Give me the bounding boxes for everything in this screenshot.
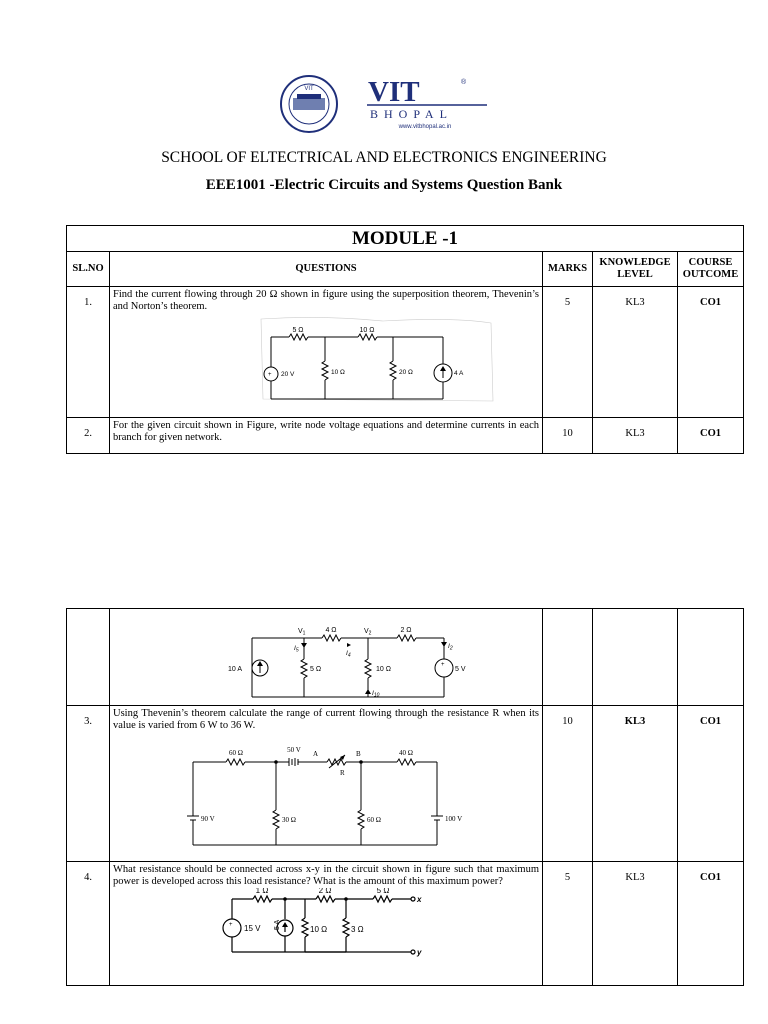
q4-r5-label: 5 Ω (376, 888, 390, 895)
q2-figure-cell (110, 609, 543, 706)
q4-x-label: x (417, 895, 422, 904)
q4-r10-label: 10 Ω (310, 925, 328, 934)
col-slno: SL.NO (67, 252, 110, 287)
q3-node-b-label: B (356, 750, 361, 758)
q2-src-i-label: 10 A (228, 666, 243, 673)
q4-kl: KL3 (593, 862, 678, 986)
q3-r-label: R (340, 769, 345, 777)
table-row (67, 706, 744, 862)
question-table-continued (66, 608, 744, 986)
q2-i5-label: I (294, 645, 296, 652)
q1-r3-label: 10 Ω (331, 369, 345, 376)
svg-text:I5: $I_5$ (294, 645, 299, 654)
q3-sl: 3. (67, 706, 110, 862)
svg-text:I2: $I_2$ (448, 643, 453, 652)
q4-i-label: 5 A (274, 919, 281, 930)
q3-r60a-label: 60 Ω (229, 749, 243, 757)
q2-marks: 10 (543, 418, 593, 454)
col-knowledge: KNOWLEDGE LEVEL (593, 252, 678, 287)
q2-text: For the given circuit shown in Figure, write node voltage equations and determine currents in each branch for given network. (110, 418, 543, 454)
svg-text:I10: $I_{10}$ (372, 690, 380, 699)
col-marks: MARKS (543, 252, 593, 287)
q4-marks: 5 (543, 862, 593, 986)
q1-cell (110, 287, 543, 418)
seal-brand: VIT (304, 86, 314, 92)
q2-i4-label: I (346, 650, 348, 657)
vit-bhopal-logo (275, 74, 495, 134)
q2-r-top1-label: 4 Ω (325, 627, 337, 634)
q4-co: CO1 (678, 862, 744, 986)
q3-v50-label: 50 V (287, 746, 301, 754)
q3-kl: KL3 (593, 706, 678, 862)
col-questions: QUESTIONS (110, 252, 543, 287)
svg-text:V1: $V_1$ (298, 628, 306, 637)
svg-text:V2: $V_2$ (364, 628, 372, 637)
q1-r2-label: 10 Ω (359, 327, 375, 334)
q3-r60b-label: 60 Ω (367, 816, 381, 824)
q3-cell (110, 706, 543, 862)
table-header-row (67, 252, 744, 287)
q2-kl: KL3 (593, 418, 678, 454)
q2-i10-label: I (372, 690, 374, 697)
svg-text:I4: $I_4$ (346, 650, 351, 659)
table-row (67, 609, 744, 706)
q2-r10-label: 10 Ω (376, 666, 391, 673)
q4-sl: 4. (67, 862, 110, 986)
q1-sl: 1. (67, 287, 110, 418)
q4-r2-label: 2 Ω (318, 888, 332, 895)
q1-v-label: 20 V (281, 371, 295, 378)
q2-v2-label: V (364, 628, 369, 635)
module-title: MODULE -1 (67, 226, 744, 252)
svg-text:+: + (268, 372, 272, 378)
q4-y-label: y (417, 948, 422, 957)
q4-r3-label: 3 Ω (351, 925, 364, 934)
table-row (67, 862, 744, 986)
q2-r-top2-label: 2 Ω (400, 627, 412, 634)
q4-text: What resistance should be connected across x-y in the circuit shown in figure such that maximum power is developed across this load resistance? What is the amount of this maximum power? (113, 864, 539, 887)
svg-text:+: + (229, 922, 233, 928)
q2-i2-label: I (448, 643, 450, 650)
q1-circuit-diagram (113, 313, 539, 405)
q2-v1-label: V (298, 628, 303, 635)
q2-src-v-label: 5 V (455, 666, 466, 673)
q1-r1-label: 5 Ω (292, 327, 304, 334)
school-name: SCHOOL OF ELTECTRICAL AND ELECTRONICS ENGINEERING (161, 149, 607, 166)
q3-v90-label: 90 V (201, 815, 215, 823)
q4-v-label: 15 V (244, 924, 261, 933)
q1-r4-label: 20 Ω (399, 369, 413, 376)
logo-website: www.vitbhopal.ac.in (398, 124, 452, 130)
col-outcome: COURSE OUTCOME (678, 252, 744, 287)
q3-text: Using Thevenin’s theorem calculate the range of current flowing through the resistance R when its value is varied from 6 W to 36 W. (113, 708, 539, 731)
q4-circuit-diagram (113, 888, 539, 976)
q2-r5-label: 5 Ω (310, 666, 322, 673)
vit-seal-icon (275, 74, 495, 134)
q1-i-label: 4 A (454, 370, 464, 377)
logo-registered: ® (461, 79, 467, 86)
q3-circuit-diagram (113, 732, 539, 852)
q3-marks: 10 (543, 706, 593, 862)
q2-circuit-diagram (110, 609, 542, 705)
course-title: EEE1001 -Electric Circuits and Systems Question Bank (205, 177, 563, 193)
q3-r40-label: 40 Ω (399, 749, 413, 757)
q1-marks: 5 (543, 287, 593, 418)
q2-sl: 2. (67, 418, 110, 454)
q1-kl: KL3 (593, 287, 678, 418)
logo-brand: VIT (368, 76, 420, 108)
q3-v100-label: 100 V (445, 815, 463, 823)
q3-node-a-label: A (313, 750, 319, 758)
table-row (67, 418, 744, 454)
table-row (67, 287, 744, 418)
q4-r1-label: 1 Ω (255, 888, 269, 895)
logo-campus: BHOPAL (370, 107, 453, 121)
q1-text: Find the current flowing through 20 Ω shown in figure using the superposition theorem, Thevenin’s and Norton’s theorem. (113, 289, 539, 312)
q4-cell (110, 862, 543, 986)
q1-co: CO1 (678, 287, 744, 418)
q3-r30-label: 30 Ω (282, 816, 296, 824)
svg-text:+: + (441, 662, 445, 668)
q2-co: CO1 (678, 418, 744, 454)
question-table-module-1 (66, 225, 744, 454)
q3-co: CO1 (678, 706, 744, 862)
